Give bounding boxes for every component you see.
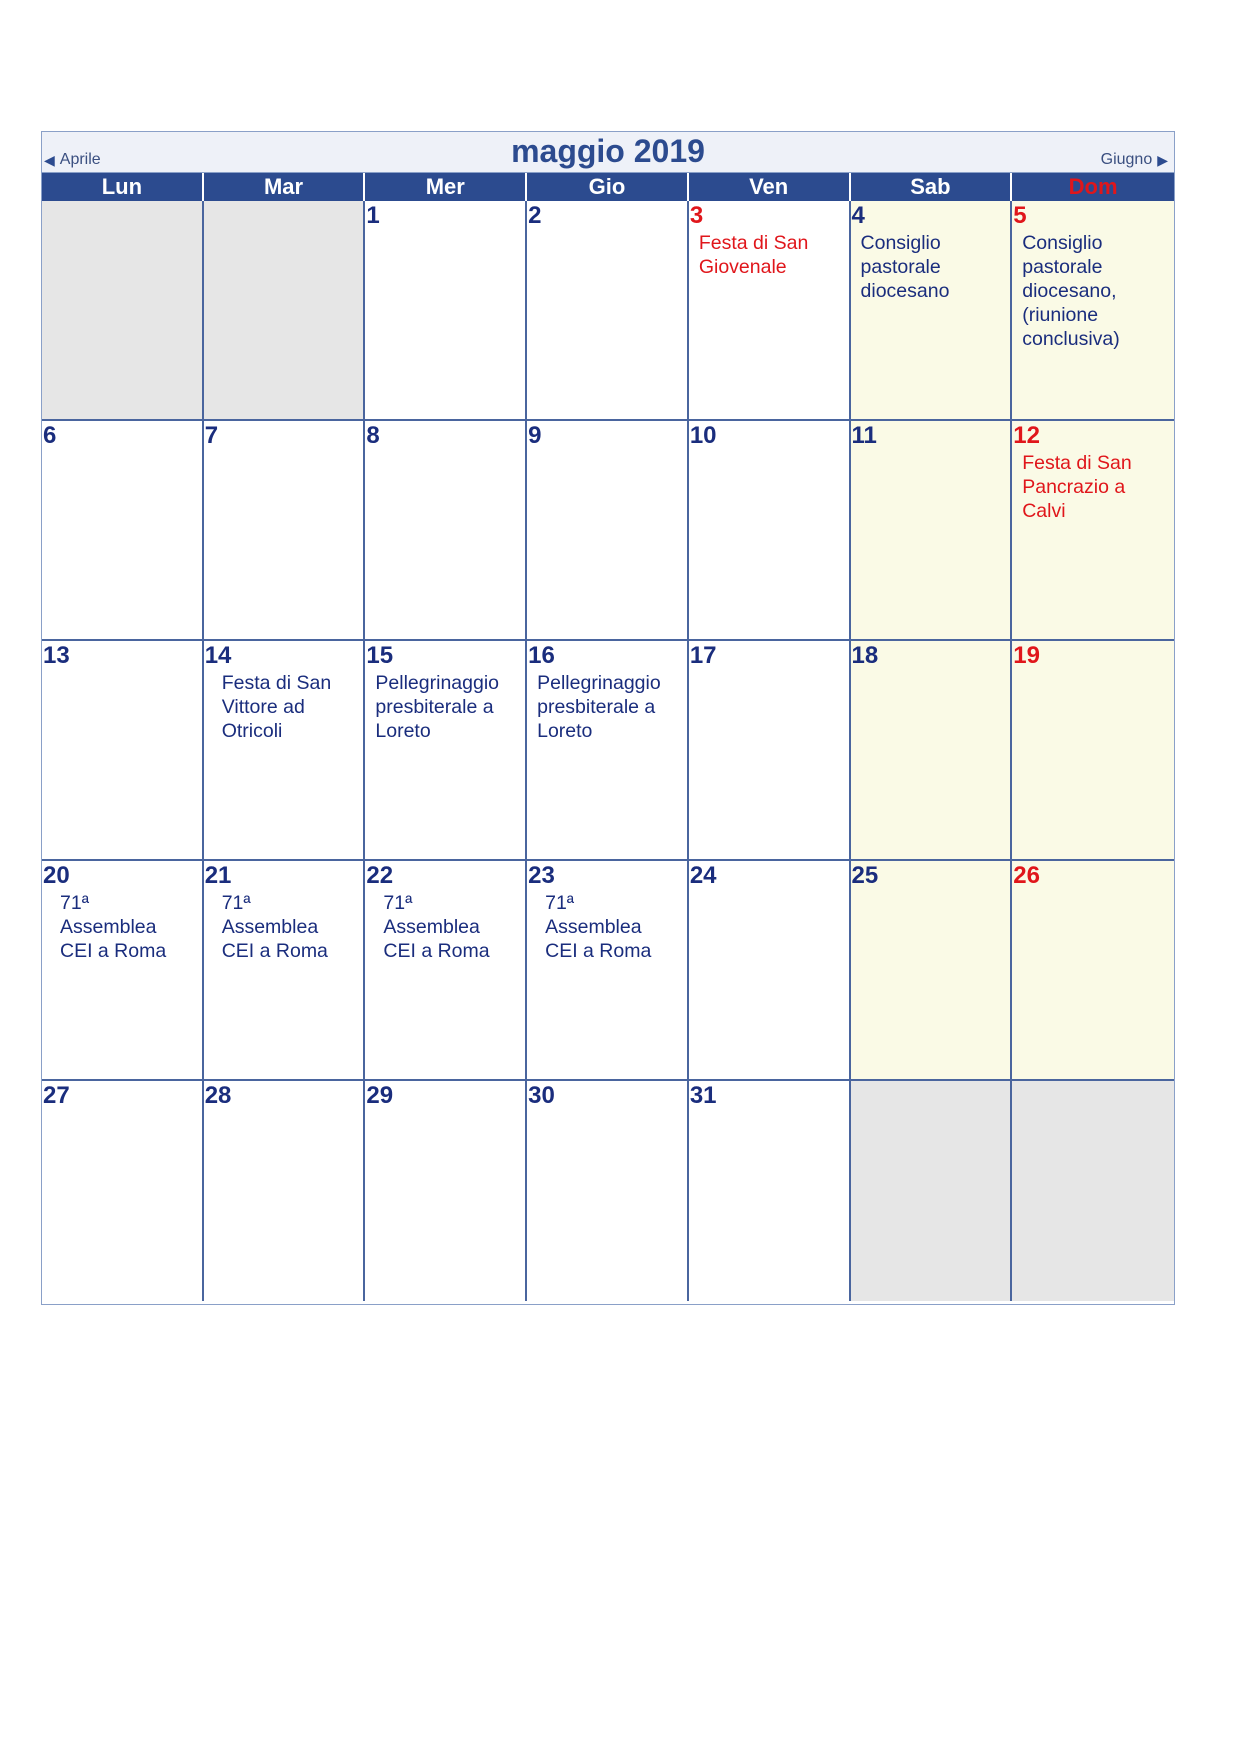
event-line: Consiglio <box>860 232 941 254</box>
day-event <box>545 891 683 963</box>
day-number: 15 <box>366 642 394 669</box>
weekday-sun: Dom <box>1012 173 1174 201</box>
day-number: 19 <box>1013 642 1040 669</box>
event-line: 71ª <box>383 892 413 914</box>
day-cell[interactable] <box>42 861 204 1081</box>
triangle-left-icon: ◀ <box>44 151 55 168</box>
day-cell[interactable] <box>204 861 366 1081</box>
empty-day-cell <box>204 201 366 421</box>
day-cell[interactable] <box>42 421 204 641</box>
day-cell[interactable] <box>365 201 527 421</box>
event-line: 71ª <box>545 892 575 914</box>
month-calendar <box>41 131 1175 1305</box>
day-cell[interactable] <box>42 641 204 861</box>
day-number: 28 <box>204 1082 232 1109</box>
day-cell[interactable] <box>527 861 689 1081</box>
day-event <box>537 671 683 743</box>
event-line: CEI a Roma <box>545 940 652 962</box>
day-number: 3 <box>689 202 704 229</box>
day-number: 16 <box>528 642 555 669</box>
day-event <box>699 231 845 279</box>
day-number: 25 <box>851 862 879 889</box>
event-line: Calvi <box>1022 500 1066 522</box>
day-number: 30 <box>528 1082 555 1109</box>
day-event <box>1022 231 1170 351</box>
event-line: Festa di San <box>1022 452 1132 474</box>
day-cell[interactable] <box>1012 861 1174 1081</box>
day-cell[interactable] <box>527 641 689 861</box>
day-number: 2 <box>528 202 542 229</box>
day-cell[interactable] <box>1012 421 1174 641</box>
day-number: 7 <box>204 422 219 449</box>
day-number: 10 <box>689 422 717 449</box>
empty-day-cell <box>1012 1081 1174 1301</box>
calendar-header <box>42 132 1174 173</box>
next-month-label[interactable]: Giugno <box>1100 151 1153 168</box>
day-event <box>60 891 198 963</box>
event-line: Loreto <box>375 720 431 742</box>
event-line: Pellegrinaggio <box>375 672 499 694</box>
day-number: 21 <box>204 862 232 889</box>
day-cell[interactable] <box>365 641 527 861</box>
event-line: Pancrazio a <box>1022 476 1126 498</box>
day-cell[interactable] <box>851 201 1013 421</box>
empty-day-cell <box>42 201 204 421</box>
event-line: Assemblea <box>545 916 642 938</box>
day-number: 8 <box>366 422 380 449</box>
day-cell[interactable] <box>851 421 1013 641</box>
event-line: Assemblea <box>383 916 480 938</box>
event-line: CEI a Roma <box>383 940 490 962</box>
event-line: 71ª <box>221 892 251 914</box>
day-cell[interactable] <box>689 861 851 1081</box>
event-line: conclusiva) <box>1022 328 1120 350</box>
event-line: presbiterale a <box>537 696 656 718</box>
month-title: maggio 2019 <box>511 133 705 169</box>
weekday-sat: Sab <box>851 173 1013 201</box>
event-line: Loreto <box>537 720 593 742</box>
day-cell[interactable] <box>689 421 851 641</box>
day-cell[interactable] <box>1012 641 1174 861</box>
event-line: pastorale <box>1022 256 1103 278</box>
day-number: 6 <box>43 422 57 449</box>
day-cell[interactable] <box>365 861 527 1081</box>
day-cell[interactable] <box>204 1081 366 1301</box>
day-cell[interactable] <box>204 421 366 641</box>
day-number: 22 <box>366 862 394 889</box>
day-cell[interactable] <box>527 421 689 641</box>
day-number: 29 <box>366 1082 394 1109</box>
day-number: 17 <box>689 642 717 669</box>
day-event <box>375 671 521 743</box>
day-event <box>222 891 360 963</box>
weekday-mon: Lun <box>42 173 204 201</box>
day-number: 31 <box>689 1082 717 1109</box>
day-number: 12 <box>1013 422 1040 449</box>
event-line: Vittore ad <box>221 696 305 718</box>
day-cell[interactable] <box>42 1081 204 1301</box>
day-cell[interactable] <box>1012 201 1174 421</box>
day-cell[interactable] <box>689 201 851 421</box>
day-number: 14 <box>204 642 232 669</box>
triangle-right-icon: ▶ <box>1157 151 1168 168</box>
event-line: presbiterale a <box>375 696 494 718</box>
day-number: 11 <box>851 422 877 449</box>
calendar-grid <box>42 201 1174 1301</box>
day-number: 5 <box>1013 202 1027 229</box>
day-cell[interactable] <box>689 641 851 861</box>
event-line: Assemblea <box>221 916 319 938</box>
event-line: Festa di San <box>698 232 809 254</box>
weekday-tue: Mar <box>204 173 366 201</box>
day-number: 26 <box>1013 862 1040 889</box>
event-line: Giovenale <box>698 256 787 278</box>
day-cell[interactable] <box>851 861 1013 1081</box>
empty-day-cell <box>851 1081 1013 1301</box>
day-cell[interactable] <box>204 641 366 861</box>
day-event <box>861 231 1007 303</box>
event-line: (riunione <box>1022 304 1099 326</box>
day-event <box>222 671 360 743</box>
event-line: Assemblea <box>60 916 157 938</box>
event-line: diocesano, <box>1022 280 1117 302</box>
day-number: 1 <box>366 202 380 229</box>
event-line: diocesano <box>860 280 950 302</box>
day-number: 23 <box>528 862 555 889</box>
event-line: CEI a Roma <box>60 940 167 962</box>
day-cell[interactable] <box>851 641 1013 861</box>
weekday-fri: Ven <box>689 173 851 201</box>
day-number: 24 <box>689 862 717 889</box>
day-number: 13 <box>43 642 70 669</box>
day-event <box>383 891 521 963</box>
day-cell[interactable] <box>689 1081 851 1301</box>
day-event <box>1022 451 1170 523</box>
prev-month-label[interactable]: Aprile <box>59 151 101 168</box>
event-line: 71ª <box>60 892 89 914</box>
event-line: Otricoli <box>221 720 283 742</box>
event-line: Festa di San <box>221 672 332 694</box>
day-cell[interactable] <box>365 1081 527 1301</box>
event-line: pastorale <box>860 256 941 278</box>
day-number: 9 <box>528 422 542 449</box>
event-line: Consiglio <box>1022 232 1103 254</box>
day-number: 20 <box>43 862 70 889</box>
event-line: Pellegrinaggio <box>537 672 661 694</box>
day-cell[interactable] <box>527 1081 689 1301</box>
next-month-link[interactable] <box>1101 151 1168 169</box>
day-number: 18 <box>851 642 879 669</box>
day-number: 27 <box>43 1082 70 1109</box>
weekday-wed: Mer <box>365 173 527 201</box>
day-cell[interactable] <box>527 201 689 421</box>
weekday-thu: Gio <box>527 173 689 201</box>
day-number: 4 <box>851 202 865 229</box>
event-line: CEI a Roma <box>221 940 328 962</box>
weekday-header-row <box>42 173 1174 201</box>
day-cell[interactable] <box>365 421 527 641</box>
